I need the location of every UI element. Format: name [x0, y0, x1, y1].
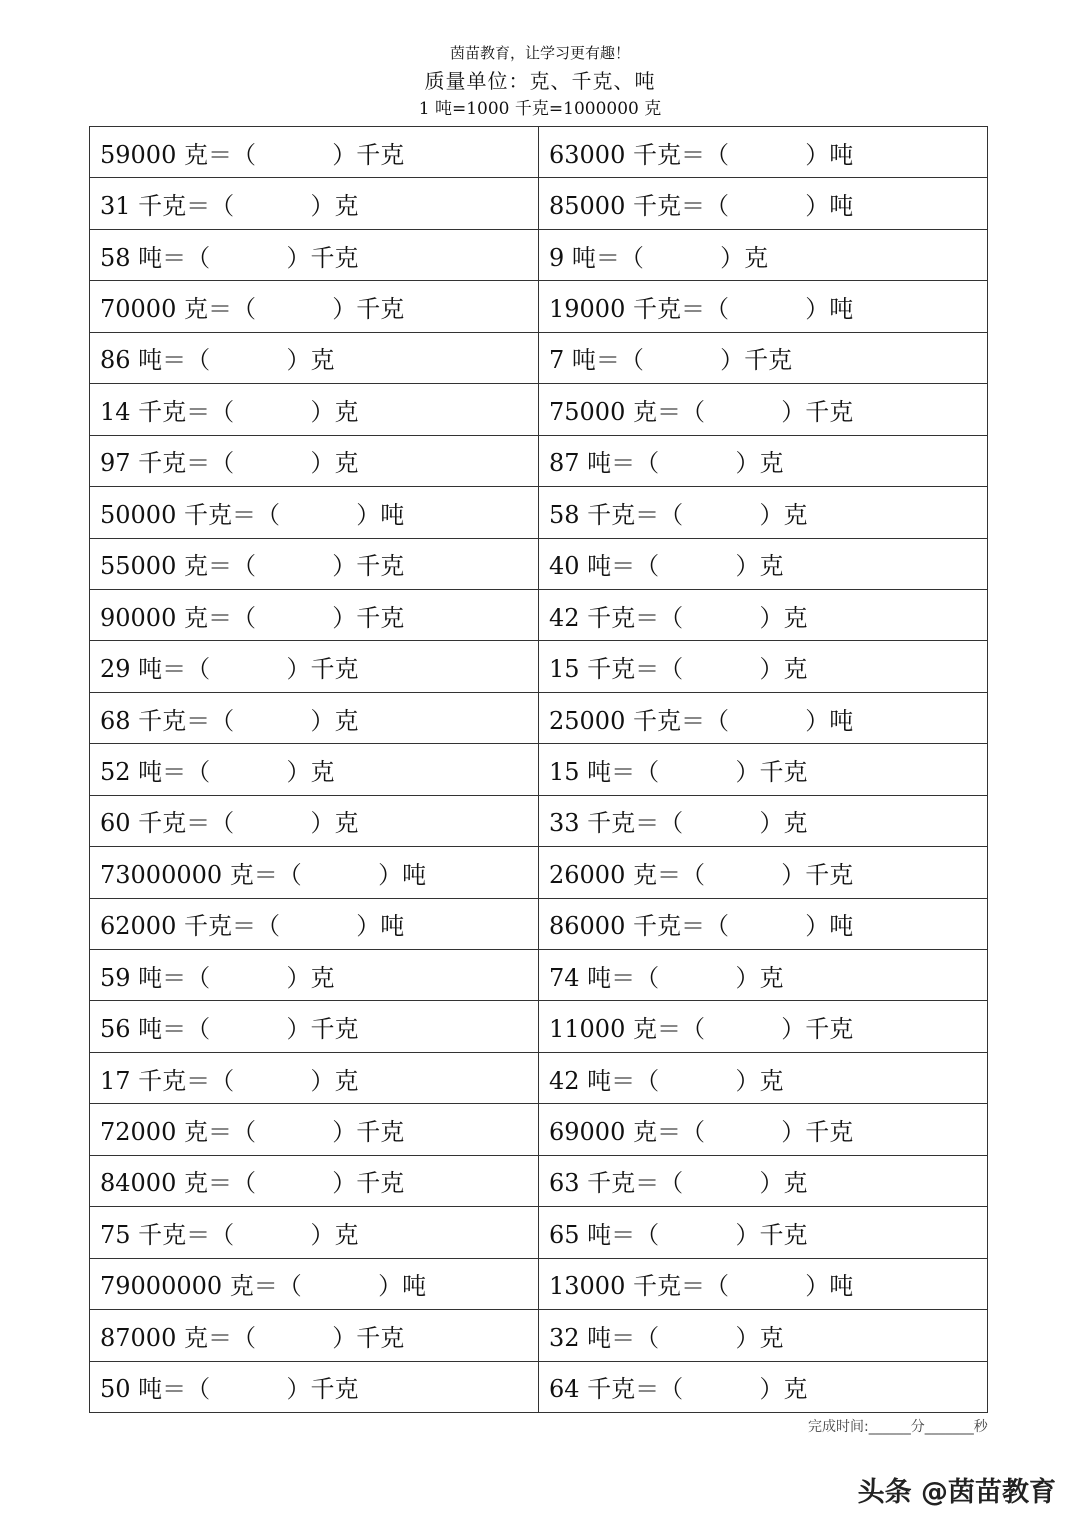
table-row	[90, 950, 988, 1001]
exercise-cell: 97 千克＝（ ）克	[90, 435, 539, 486]
table-row	[90, 1207, 988, 1258]
exercise-cell: 69000 克＝（ ）千克	[539, 1104, 988, 1155]
completion-time: 完成时间:______分_______秒	[808, 1419, 988, 1435]
exercise-cell: 68 千克＝（ ）克	[90, 692, 539, 743]
exercise-cell: 7 吨＝（ ）千克	[539, 332, 988, 383]
table-row	[90, 435, 988, 486]
table-row	[90, 384, 988, 435]
exercise-cell: 26000 克＝（ ）千克	[539, 847, 988, 898]
exercise-cell: 33 千克＝（ ）克	[539, 795, 988, 846]
table-row	[90, 229, 988, 280]
exercise-cell: 19000 千克＝（ ）吨	[539, 281, 988, 332]
worksheet-title: 质量单位：克、千克、吨	[424, 69, 656, 93]
table-row	[90, 795, 988, 846]
table-row	[90, 281, 988, 332]
exercise-cell: 87 吨＝（ ）克	[539, 435, 988, 486]
exercise-cell: 85000 千克＝（ ）吨	[539, 178, 988, 229]
exercise-cell: 29 吨＝（ ）千克	[90, 641, 539, 692]
exercise-cell: 79000000 克＝（ ）吨	[90, 1258, 539, 1309]
table-row	[90, 589, 988, 640]
exercise-cell: 25000 千克＝（ ）吨	[539, 692, 988, 743]
exercise-cell: 75 千克＝（ ）克	[90, 1207, 539, 1258]
exercise-cell: 72000 克＝（ ）千克	[90, 1104, 539, 1155]
table-row	[90, 898, 988, 949]
exercise-cell: 17 千克＝（ ）克	[90, 1052, 539, 1103]
watermark: 头条 @茵苗教育	[857, 1477, 1056, 1508]
exercise-cell: 40 吨＝（ ）克	[539, 538, 988, 589]
exercise-cell: 9 吨＝（ ）克	[539, 229, 988, 280]
table-row	[90, 332, 988, 383]
exercise-cell: 42 千克＝（ ）克	[539, 589, 988, 640]
exercise-cell: 11000 克＝（ ）千克	[539, 1001, 988, 1052]
exercise-cell: 59000 克＝（ ）千克	[90, 127, 539, 178]
exercise-cell: 52 吨＝（ ）克	[90, 744, 539, 795]
exercise-cell: 15 千克＝（ ）克	[539, 641, 988, 692]
exercise-cell: 50 吨＝（ ）千克	[90, 1361, 539, 1413]
exercise-cell: 63 千克＝（ ）克	[539, 1155, 988, 1206]
table-row	[90, 1155, 988, 1206]
exercise-cell: 58 千克＝（ ）克	[539, 487, 988, 538]
exercise-cell: 32 吨＝（ ）克	[539, 1310, 988, 1361]
exercise-cell: 31 千克＝（ ）克	[90, 178, 539, 229]
worksheet-header	[0, 40, 1080, 122]
table-row	[90, 487, 988, 538]
exercise-cell: 86000 千克＝（ ）吨	[539, 898, 988, 949]
exercise-cell: 55000 克＝（ ）千克	[90, 538, 539, 589]
exercise-cell: 14 千克＝（ ）克	[90, 384, 539, 435]
exercise-cell: 15 吨＝（ ）千克	[539, 744, 988, 795]
exercise-cell: 64 千克＝（ ）克	[539, 1361, 988, 1413]
table-row	[90, 127, 988, 178]
exercise-cell: 86 吨＝（ ）克	[90, 332, 539, 383]
table-row	[90, 744, 988, 795]
exercise-cell: 63000 千克＝（ ）吨	[539, 127, 988, 178]
exercise-cell: 87000 克＝（ ）千克	[90, 1310, 539, 1361]
table-row	[90, 692, 988, 743]
table-row	[90, 1258, 988, 1309]
table-row	[90, 538, 988, 589]
table-row	[90, 847, 988, 898]
table-row	[90, 178, 988, 229]
table-row	[90, 1361, 988, 1413]
exercise-cell: 75000 克＝（ ）千克	[539, 384, 988, 435]
exercise-cell: 73000000 克＝（ ）吨	[90, 847, 539, 898]
table-row	[90, 641, 988, 692]
exercise-cell: 74 吨＝（ ）克	[539, 950, 988, 1001]
exercise-cell: 50000 千克＝（ ）吨	[90, 487, 539, 538]
exercise-cell: 70000 克＝（ ）千克	[90, 281, 539, 332]
exercise-cell: 56 吨＝（ ）千克	[90, 1001, 539, 1052]
table-row	[90, 1001, 988, 1052]
conversion-formula: 1 吨=1000 千克=1000000 克	[418, 99, 662, 119]
publisher-slogan: 茵苗教育，让学习更有趣！	[449, 44, 630, 62]
exercise-cell: 13000 千克＝（ ）吨	[539, 1258, 988, 1309]
exercise-table	[89, 126, 988, 1413]
exercise-cell: 59 吨＝（ ）克	[90, 950, 539, 1001]
exercise-cell: 90000 克＝（ ）千克	[90, 589, 539, 640]
exercise-cell: 65 吨＝（ ）千克	[539, 1207, 988, 1258]
table-row	[90, 1310, 988, 1361]
exercise-cell: 42 吨＝（ ）克	[539, 1052, 988, 1103]
exercise-cell: 84000 克＝（ ）千克	[90, 1155, 539, 1206]
table-row	[90, 1052, 988, 1103]
exercise-cell: 60 千克＝（ ）克	[90, 795, 539, 846]
exercise-cell: 58 吨＝（ ）千克	[90, 229, 539, 280]
exercise-cell: 62000 千克＝（ ）吨	[90, 898, 539, 949]
table-row	[90, 1104, 988, 1155]
